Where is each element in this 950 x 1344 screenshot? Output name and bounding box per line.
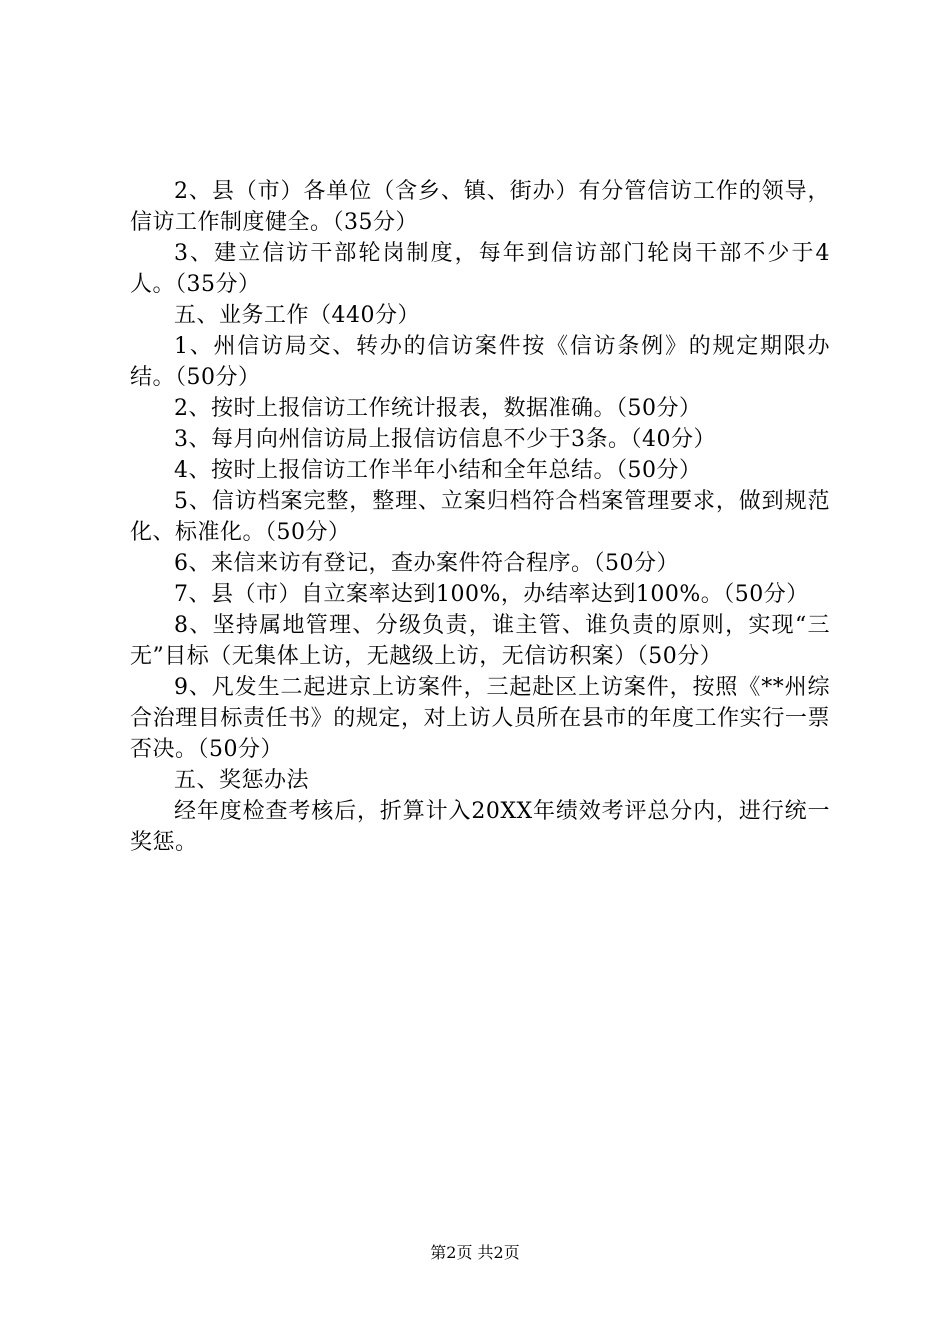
page-footer: 第2页 共2页 [430,1243,520,1262]
paragraph: 2、县（市）各单位（含乡、镇、街办）有分管信访工作的领导，信访工作制度健全。（35分） [130,179,830,235]
paragraph: 7、县（市）自立案率达到100%，办结率达到100%。（50分） [174,582,809,607]
section-heading: 五、业务工作（440分） [174,303,420,328]
paragraph: 3、建立信访干部轮岗制度，每年到信访部门轮岗干部不少于4人。（35分） [130,241,830,297]
paragraph: 1、州信访局交、转办的信访案件按《信访条例》的规定期限办结。（50分） [130,334,830,390]
paragraph: 8、坚持属地管理、分级负责，谁主管、谁负责的原则，实现“三无”目标（无集体上访，无越级上访，无信访积案）（50分） [130,613,830,669]
document-body [130,176,830,858]
paragraph: 9、凡发生二起进京上访案件，三起赴区上访案件，按照《**州综合治理目标责任书》的规定，对上访人员所在县市的年度工作实行一票否决。（50分） [130,675,830,762]
paragraph: 5、信访档案完整，整理、立案归档符合档案管理要求，做到规范化、标准化。（50分） [130,489,830,545]
paragraph: 6、来信来访有登记，查办案件符合程序。（50分） [174,551,679,576]
paragraph: 4、按时上报信访工作半年小结和全年总结。（50分） [174,458,702,483]
paragraph: 3、每月向州信访局上报信访信息不少于3条。（40分） [174,427,716,452]
paragraph: 经年度检查考核后，折算计入20XX年绩效考评总分内，进行统一奖惩。 [130,799,830,855]
section-heading: 五、奖惩办法 [174,768,310,793]
paragraph: 2、按时上报信访工作统计报表，数据准确。（50分） [174,396,702,421]
